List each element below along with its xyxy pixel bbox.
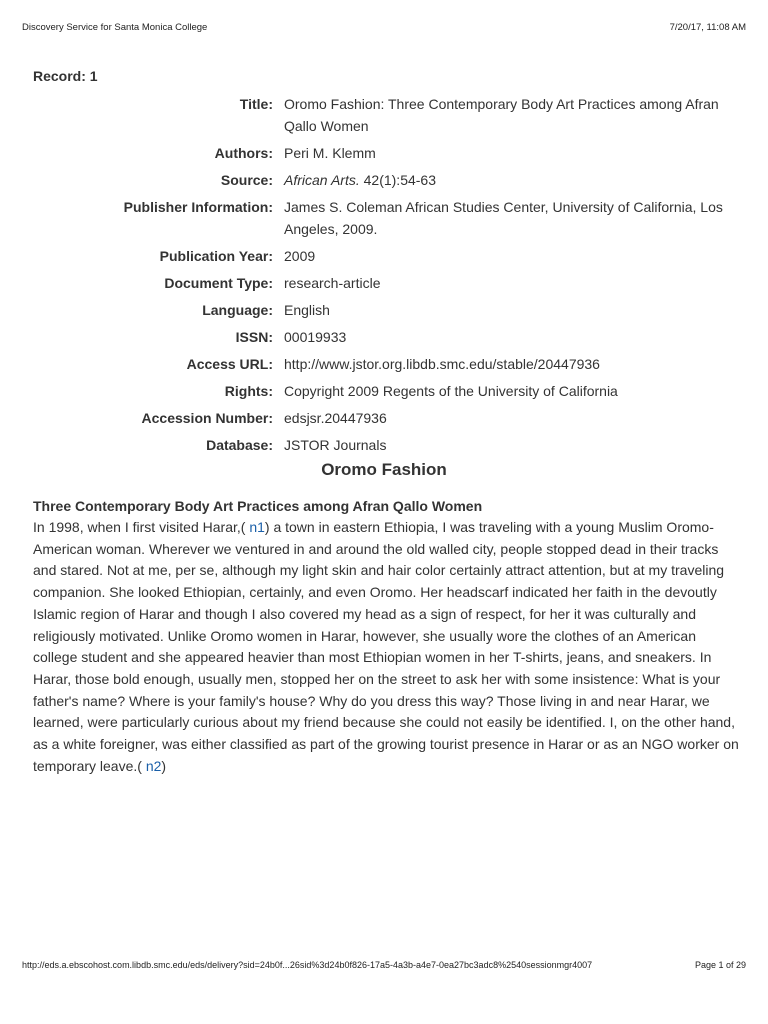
field-year (0, 245, 768, 267)
field-language-value: English (284, 302, 330, 318)
field-year-value: 2009 (284, 248, 316, 264)
field-title-label: Title: (239, 96, 273, 112)
paragraph-text-end: ) (161, 757, 167, 774)
source-details: 42(1):54-63 (359, 172, 437, 188)
field-accession (0, 407, 768, 429)
field-source (0, 169, 768, 191)
field-rights (0, 380, 768, 402)
article-paragraph (33, 517, 743, 777)
paragraph-text-mid: ) a town in eastern Ethiopia, I was traveling with a young Muslim Oromo-American woman. Wherever we ventured in and around the old walled city, people stopped dead in their tracks and stared. Not at me, per se, although my light skin and hair color certainly attract attention, but at my traveling companion. She looked Ethiopian, certainly, and even Oromo. Her headscarf indicated her faith in the devoutly Islamic region of Harar and though I also covered my head as a sign of respect, for her it was culturally and religiously motivated. Unlike Oromo women in Harar, however, she usually wore the clothes of an American college student and she appeared heavier than most Ethiopian women in her T-shirts, jeans, and sneakers. In Harar, those bold enough, usually men, stopped her on the street to ask her with some insistence: What is your father's name? Where is your family's house? Why do you dress this way? Those living in and near Harar, we learned, were particularly curious about my friend because she could not easily be identified. I, on the other hand, as a white foreigner, was either classified as part of the growing tourist presence in Harar or as an NGO worker on temporary leave.( (33, 519, 739, 774)
field-authors-value[interactable]: Peri M. Klemm (284, 145, 376, 161)
field-language (0, 299, 768, 321)
field-issn-value: 00019933 (284, 329, 347, 345)
field-rights-value: Copyright 2009 Regents of the University of California (284, 383, 618, 399)
paragraph-text-start: In 1998, when I first visited Harar,( (33, 519, 250, 535)
field-source-value (284, 169, 744, 191)
field-access-url (0, 353, 768, 375)
field-year-label: Publication Year: (159, 248, 273, 264)
field-authors-label: Authors: (214, 145, 273, 161)
field-language-label: Language: (202, 302, 273, 318)
field-title-value: Oromo Fashion: Three Contemporary Body Art Practices among Afran Qallo Women (284, 96, 719, 134)
field-access-url-label: Access URL: (186, 356, 273, 372)
access-url-link[interactable]: http://www.jstor.org.libdb.smc.edu/stable/20447936 (284, 356, 600, 372)
footnote-link-n1[interactable]: n1 (249, 519, 265, 535)
field-publisher-label: Publisher Information: (123, 199, 273, 215)
header-datetime: 7/20/17, 11:08 AM (669, 22, 746, 33)
field-database-label: Database: (206, 437, 273, 453)
field-title (0, 93, 768, 137)
footer-url: http://eds.a.ebscohost.com.libdb.smc.edu/eds/delivery?sid=24b0f...26sid%3d24b0f826-17a5-4a3b-a4e7-0ea27bc3adc8%2540sessionmgr4007 (22, 960, 593, 970)
record-fields (0, 93, 768, 461)
field-publisher (0, 196, 768, 240)
article-body (33, 496, 743, 777)
field-authors (0, 142, 768, 164)
footer-page-number: Page 1 of 29 (694, 960, 746, 970)
source-journal: African Arts. (284, 172, 360, 188)
field-database (0, 434, 768, 456)
field-publisher-value: James S. Coleman African Studies Center, University of California, Los Angeles, 2009. (284, 199, 723, 237)
field-source-label: Source: (220, 172, 273, 188)
header-site-title: Discovery Service for Santa Monica College (22, 22, 208, 33)
field-rights-label: Rights: (224, 383, 273, 399)
field-doc-type (0, 272, 768, 294)
page-footer (22, 960, 746, 970)
article-title: Oromo Fashion (321, 460, 447, 479)
field-accession-label: Accession Number: (141, 410, 273, 426)
field-database-value: JSTOR Journals (284, 437, 387, 453)
field-issn (0, 326, 768, 348)
article-subtitle: Three Contemporary Body Art Practices among Afran Qallo Women (33, 498, 483, 514)
field-doc-type-label: Document Type: (164, 275, 273, 291)
footnote-link-n2[interactable]: n2 (145, 757, 162, 774)
field-doc-type-value: research-article (284, 275, 381, 291)
field-issn-label: ISSN: (235, 329, 273, 345)
record-number: Record: 1 (33, 68, 98, 84)
page-header (22, 22, 746, 33)
field-accession-value: edsjsr.20447936 (284, 410, 387, 426)
